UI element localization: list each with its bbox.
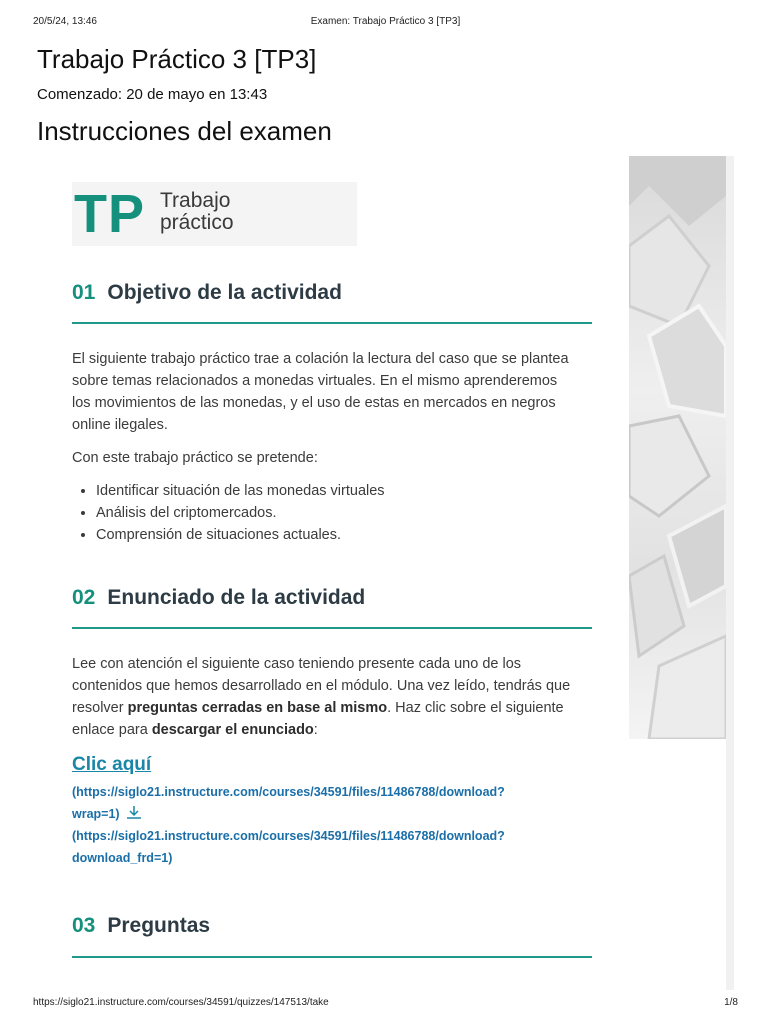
objective-paragraph: El siguiente trabajo práctico trae a colación la lectura del caso que se plantea sobre temas relacionados a monedas virtuales. En el mismo aprenderemos los movimientos de las monedas, y el uso de estas en mercados en negros online ilegales.	[72, 351, 569, 433]
list-item: • Identificar situación de las monedas virtuales	[96, 480, 385, 502]
section-heading-objective	[72, 281, 342, 305]
section-divider	[72, 322, 592, 324]
download-url-line[interactable]: (https://siglo21.instructure.com/courses/34591/files/11486788/download?	[72, 829, 505, 843]
statement-bold-text: descargar el enunciado	[151, 722, 314, 738]
print-header	[33, 16, 738, 32]
tp-logo-line-1: Trabajo	[160, 189, 231, 212]
download-link[interactable]: Clic aquí	[72, 754, 152, 775]
print-date: 20/5/24, 13:46	[33, 16, 97, 27]
print-footer	[33, 997, 738, 1011]
statement-paragraph	[72, 653, 572, 741]
section-number: 03	[72, 914, 96, 937]
section-title: Enunciado de la actividad	[107, 586, 366, 609]
section-number: 02	[72, 586, 96, 609]
section-divider	[72, 956, 592, 958]
download-url-line-with-icon[interactable]	[72, 803, 572, 826]
quiz-title: Trabajo Práctico 3 [TP3]	[37, 44, 317, 74]
tp-banner	[72, 182, 357, 246]
list-item: • Análisis del criptomercados.	[96, 502, 385, 524]
page-number: 1/8	[724, 997, 738, 1008]
download-url-line[interactable]: (https://siglo21.instructure.com/courses/34591/files/11486788/download?	[72, 785, 505, 799]
quiz-started-time: Comenzado: 20 de mayo en 13:43	[37, 86, 268, 103]
statement-text: :	[313, 722, 318, 738]
objective-intro: Con este trabajo práctico se pretende:	[72, 450, 318, 466]
tp-logo-text	[160, 190, 234, 234]
tp-logo-line-2: práctico	[160, 211, 234, 234]
section-divider	[72, 627, 592, 629]
section-heading-statement	[72, 586, 365, 610]
section-heading-questions	[72, 914, 210, 938]
statement-bold-text: preguntas cerradas en base al mismo	[127, 700, 388, 716]
tp-logo-mark: TP	[74, 184, 146, 244]
statement-text: . Haz clic sobre el siguiente enlace para	[72, 700, 564, 738]
section-title: Objetivo de la actividad	[107, 281, 342, 304]
download-url-preview[interactable]	[72, 781, 572, 826]
instructions-heading: Instrucciones del examen	[37, 116, 332, 146]
download-url-line[interactable]: download_frd=1)	[72, 851, 173, 865]
print-document-title: Examen: Trabajo Práctico 3 [TP3]	[310, 16, 461, 27]
section-title: Preguntas	[107, 914, 211, 937]
download-icon[interactable]	[126, 804, 142, 826]
print-url: https://siglo21.instructure.com/courses/34591/quizzes/147513/take	[33, 997, 329, 1008]
statement-text: Lee con atención el siguiente caso teniendo presente cada uno de los contenidos que hemos desarrollado en el módulo. Una vez leído, tendrás que resolver	[72, 656, 571, 716]
download-url-direct[interactable]	[72, 825, 572, 869]
objective-list	[78, 480, 385, 546]
section-number: 01	[72, 281, 96, 304]
list-item: • Comprensión de situaciones actuales.	[96, 524, 385, 546]
download-url-line[interactable]: wrap=1)	[72, 807, 120, 821]
scrollbar[interactable]	[726, 156, 734, 990]
decorative-side-image	[629, 156, 726, 739]
